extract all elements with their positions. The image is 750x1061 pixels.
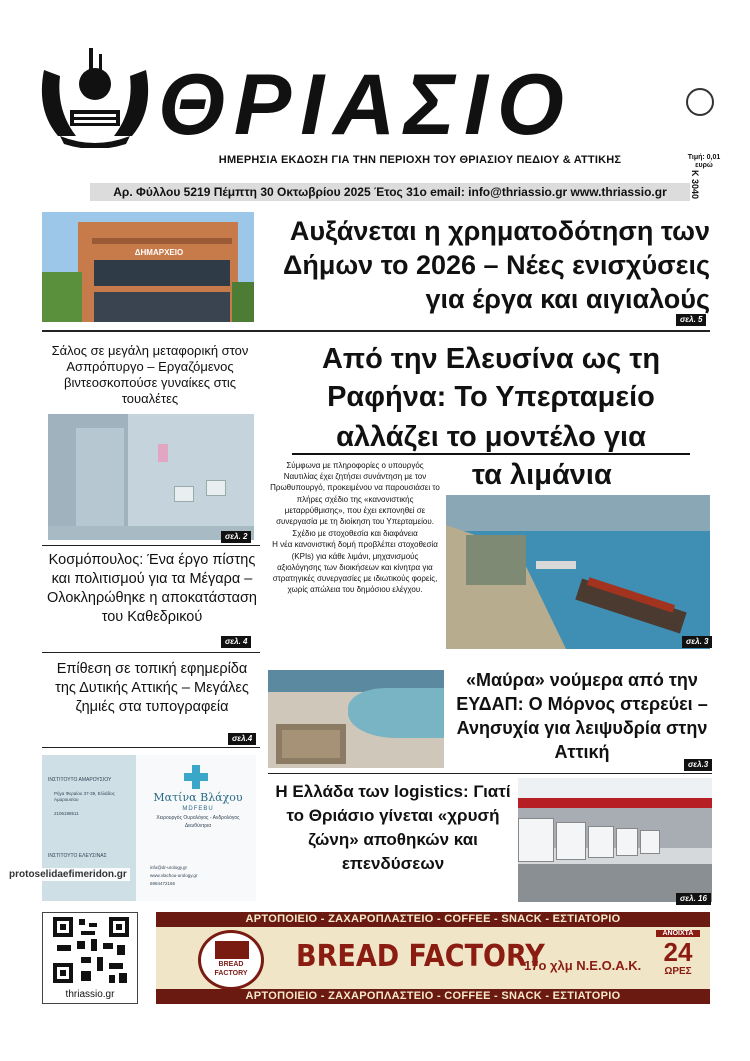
divider-left1 bbox=[42, 545, 260, 546]
bread-location: 17ο χλμ Ν.Ε.Ο.Α.Κ. bbox=[524, 958, 642, 973]
watermark: protoselidaefimeridon.gr bbox=[6, 868, 130, 881]
qr-caption: thriassio.gr bbox=[65, 989, 115, 1000]
issue-code: Κ 3040 bbox=[690, 170, 700, 200]
logistics-headline: Η Ελλάδα των logistics: Γιατί το Θριάσιο γίνεται «χρυσή ζώνη» αποθηκών και επενδύσεων bbox=[275, 782, 511, 873]
bread-hours-num: 24 bbox=[663, 937, 693, 967]
lead-body-p2: Σχέδιο με στοχοθεσία και διαφάνεια bbox=[292, 529, 418, 539]
masthead-seal bbox=[686, 88, 714, 116]
left2-page-ref: σελ. 4 bbox=[221, 636, 251, 648]
divider-left3 bbox=[42, 747, 260, 748]
doctor-role: Διευθύντρια bbox=[184, 823, 212, 829]
divider-left2 bbox=[42, 652, 260, 653]
lead-headline-4: τα λιμάνια bbox=[472, 459, 612, 491]
masthead-subtitle: ΗΜΕΡΗΣΙΑ ΕΚΔΟΣΗ ΓΙΑ ΤΗΝ ΠΕΡΙΟΧΗ ΤΟΥ ΘΡΙΑΣΙΟΥ ΠΕΔΙΟΥ & ΑΤΤΙΚΗΣ bbox=[218, 154, 622, 166]
lead-body bbox=[270, 460, 440, 595]
bread-logo-line1: BREAD bbox=[218, 961, 244, 968]
qr-code-icon bbox=[53, 917, 129, 983]
left1-page-ref: σελ. 2 bbox=[221, 531, 251, 543]
bread-logo-line2: FACTORY bbox=[214, 970, 248, 977]
left3-page-ref: σελ.4 bbox=[228, 733, 256, 745]
inst2-label: ΙΝΣΤΙΤΟΥΤΟ ΕΛΕΥΣΙΝΑΣ bbox=[48, 853, 107, 859]
lead-body-p3: Η νέα κανονιστική δομή προβλέπει στοχοθεσία (KPIs) για κάθε λιμάνι, μηχανισμούς αξιολόγησης των διοικήσεων και κίνητρα για στρατηγικές συνεργασίες με ιδιωτικούς φορείς, χωρίς απώλεια του δημόσιου ελέγχου. bbox=[272, 540, 438, 595]
lead-headline-underline bbox=[292, 453, 690, 455]
issue-bar bbox=[90, 183, 690, 201]
masthead-title: ΘΡΙΑΣΙΟ bbox=[158, 57, 573, 153]
left2-headline: Κοσμόπουλος: Ένα έργο πίστης και πολιτισμού για τα Μέγαρα – Ολοκληρώθηκε η αποκατάσταση του Καθεδρικού bbox=[47, 552, 257, 625]
doctor-email: info@dr-urology.gr bbox=[150, 865, 187, 870]
lead-body-p1: Σύμφωνα με πληροφορίες ο υπουργός Ναυτιλίας έχει ζητήσει συνάντηση με τον Πρωθυπουργό, προκειμένου να παρουσιάσει το πλήρες σχέδιο της «κανονιστικής μεταρρύθμισης», που έχει εκπονηθεί σε συνεργασία με τη διοίκηση του Υπερταμείου. bbox=[270, 461, 440, 527]
trucks-photo bbox=[518, 778, 712, 902]
divider-top bbox=[42, 330, 710, 332]
mavra-page-ref: σελ.3 bbox=[684, 759, 712, 771]
bread-top-strip: ΑΡΤΟΠΟΙΕΙΟ - ΖΑΧΑΡΟΠΛΑΣΤΕΙΟ - COFFEE - SNACK - ΕΣΤΙΑΤΟΡΙΟ bbox=[156, 912, 710, 927]
price-label: Τιμή: 0,01 ευρώ bbox=[687, 154, 721, 169]
doctor-site: www.vlachou-urology.gr bbox=[150, 873, 198, 878]
qr-block bbox=[42, 912, 138, 1004]
left3-headline: Επίθεση σε τοπική εφημερίδα της Δυτικής Αττικής – Μεγάλες ζημιές στα τυπογραφεία bbox=[55, 661, 249, 715]
masthead-logo bbox=[36, 40, 154, 148]
doctor-phone: 6984472165 bbox=[150, 881, 176, 886]
logistics-page-ref: σελ. 16 bbox=[676, 893, 711, 905]
bread-name: BREAD FACTORY bbox=[296, 939, 545, 974]
mavra-headline: «Μαύρα» νούμερα από την ΕΥΔΑΠ: Ο Μόρνος στερεύει – Ανησυχία για λειψυδρία στην Αττική bbox=[456, 670, 708, 762]
inst1-label: ΙΝΣΤΙΤΟΥΤΟ ΑΜΑΡΟΥΣΙΟΥ bbox=[48, 777, 112, 783]
town-hall-photo bbox=[42, 212, 254, 322]
doctor-specialty: Χειρουργός Ουρολόγος - Ανδρολόγος bbox=[156, 815, 240, 821]
town-hall-sign: ΔΗΜΑΡΧΕΙΟ bbox=[134, 248, 184, 257]
bread-open-label: ΑΝΟΙΧΤΑ bbox=[656, 930, 700, 937]
divider-mid bbox=[268, 773, 712, 774]
bread-factory-advertisement bbox=[156, 912, 710, 1004]
reservoir-photo bbox=[268, 670, 444, 768]
bread-bottom-strip: ΑΡΤΟΠΟΙΕΙΟ - ΖΑΧΑΡΟΠΛΑΣΤΕΙΟ - COFFEE - SNACK - ΕΣΤΙΑΤΟΡΙΟ bbox=[156, 989, 710, 1004]
lead-headline-2: Ραφήνα: Το Υπερταμείο bbox=[327, 381, 655, 413]
lead-headline-3: αλλάζει το μοντέλο για bbox=[336, 421, 646, 453]
cross-icon bbox=[184, 765, 208, 789]
top-headline: Αυξάνεται η χρηματοδότηση των Δήμων το 2026 – Νέες ενισχύσεις για έργα και αιγιαλούς bbox=[282, 216, 710, 314]
port-aerial-photo bbox=[446, 495, 710, 649]
bread-hours-label: ΩΡΕΣ bbox=[664, 966, 692, 977]
top-page-ref: σελ. 5 bbox=[676, 314, 706, 326]
inst1-address: Ρήγα Φεραίου 37-39, Ελλάδος Αμαρουσίου bbox=[54, 791, 115, 802]
lead-headline-1: Από την Ελευσίνα ως τη bbox=[321, 343, 661, 375]
left1-headline: Σάλος σε μεγάλη μεταφορική στον Ασπρόπυργο – Εργαζόμενος βιντεοσκοπούσε γυναίκες στις τουαλέτες bbox=[51, 343, 249, 406]
doctor-brand: MDFEBU bbox=[182, 806, 214, 812]
restroom-photo bbox=[48, 414, 254, 540]
bread-logo bbox=[198, 930, 264, 990]
lead-page-ref: σελ. 3 bbox=[682, 636, 712, 648]
inst1-tel: 2106198511 bbox=[54, 811, 79, 816]
issue-line: Αρ. Φύλλου 5219 Πέμπτη 30 Οκτωβρίου 2025 Έτος 31ο email: info@thriassio.gr www.thriassio.gr bbox=[113, 185, 667, 199]
doctor-name: Ματίνα Βλάχου bbox=[153, 791, 243, 804]
